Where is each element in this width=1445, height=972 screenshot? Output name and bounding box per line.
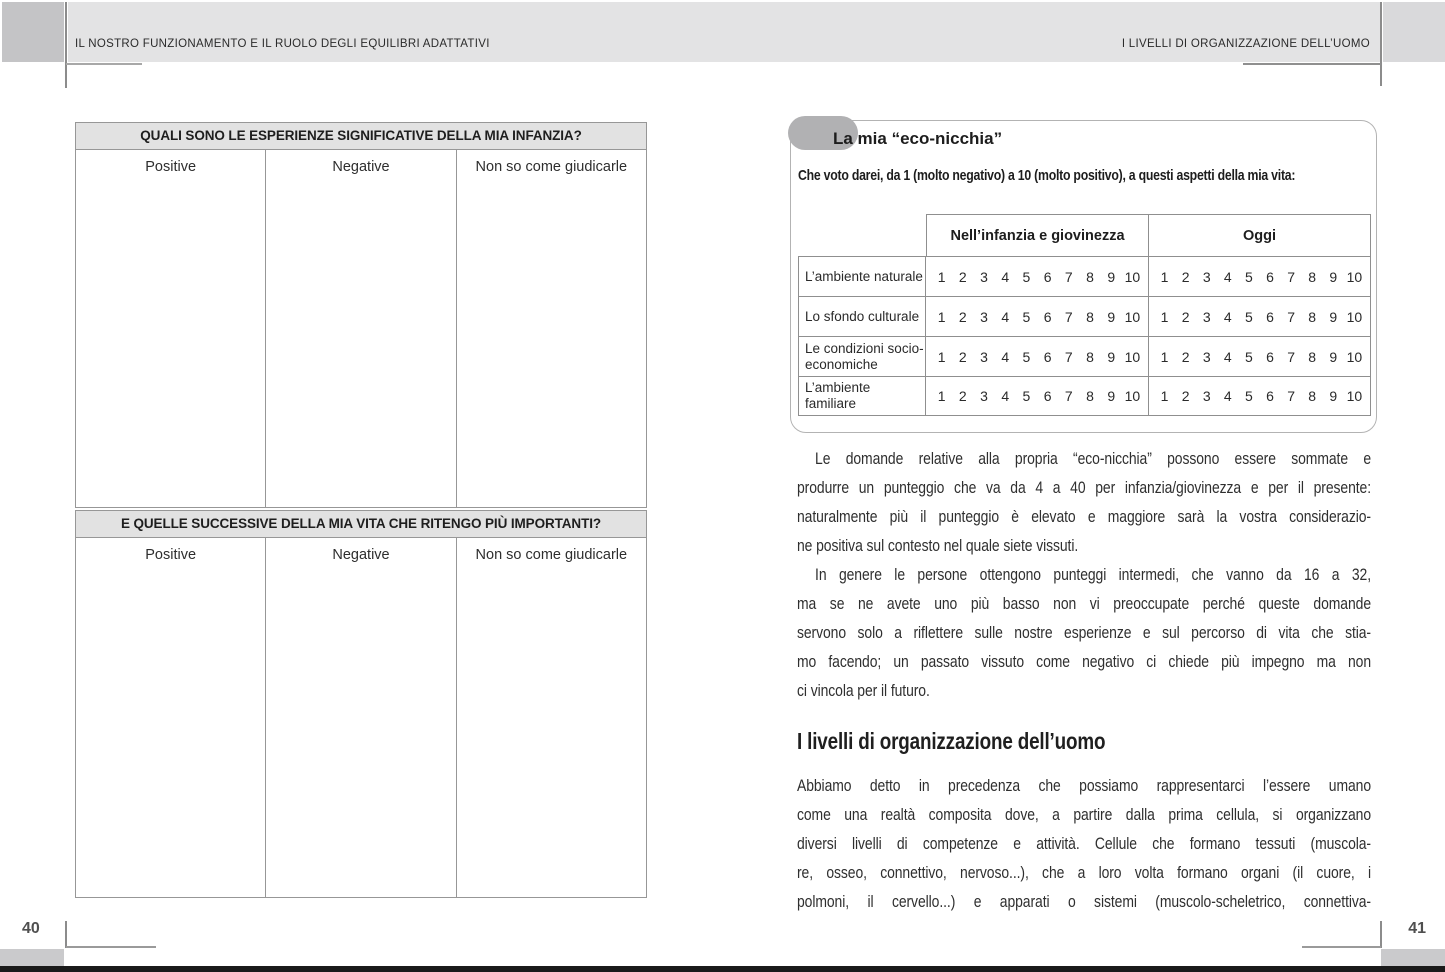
scale-number: 3 (1202, 268, 1211, 285)
scale-number: 4 (1223, 348, 1232, 365)
rating-header-blank-cell (798, 214, 926, 256)
scale-number: 6 (1266, 388, 1274, 404)
page-number-left: 40 (22, 920, 40, 937)
table-title: E QUELLE SUCCESSIVE DELLA MIA VITA CHE RITENGO PIÙ IMPORTANTI? (76, 511, 646, 538)
scale-number: 8 (1086, 348, 1094, 365)
scale-number: 6 (1043, 308, 1052, 325)
table-title: QUALI SONO LE ESPERIENZE SIGNIFICATIVE DELLA MIA INFANZIA? (76, 123, 646, 150)
scale-number: 4 (1223, 388, 1232, 404)
table-columns (76, 538, 646, 897)
rating-row-label: L’ambiente naturale (798, 256, 926, 296)
scale-number: 5 (1245, 348, 1253, 365)
scale-number: 8 (1308, 348, 1317, 365)
text-line: naturalmente più il punteggio è elevato e maggiore sarà la vostra considerazio- (797, 507, 1371, 526)
rating-row-label: Le condizioni socio-economiche (798, 336, 926, 376)
scale-number: 9 (1329, 388, 1338, 404)
scale-number: 9 (1107, 268, 1116, 285)
scale-number: 2 (1181, 348, 1190, 365)
scale-number: 2 (958, 348, 967, 365)
scale-number: 1 (937, 268, 946, 285)
rating-table-header (798, 214, 1371, 256)
rating-scale-today (1149, 256, 1371, 296)
scale-number: 10 (1346, 268, 1363, 285)
scale-number: 5 (1245, 268, 1253, 285)
scale-number: 8 (1308, 268, 1317, 285)
column-negative: Negative (266, 150, 456, 507)
scale-number: 1 (937, 348, 946, 365)
scale-number: 6 (1266, 308, 1274, 325)
scale-number: 5 (1022, 348, 1031, 365)
running-title-left: IL NOSTRO FUNZIONAMENTO E IL RUOLO DEGLI EQUILIBRI ADATTATIVI (75, 38, 490, 50)
text-line: produrre un punteggio che va da 4 a 40 per infanzia/giovinezza e per il presente: (797, 478, 1371, 497)
scale-number: 2 (1181, 388, 1190, 404)
bottom-left-horizontal-rule (66, 946, 156, 948)
experience-table-childhood (75, 122, 647, 508)
scale-number: 1 (1160, 268, 1169, 285)
scale-number: 2 (958, 308, 967, 325)
rating-table (798, 214, 1371, 416)
bottom-right-corner-square (1381, 949, 1445, 967)
page-number-right: 41 (1408, 920, 1426, 937)
rating-scale-today (1149, 296, 1371, 336)
scale-number: 4 (1001, 348, 1010, 365)
text-line: re, osseo, connettivo, nervoso...), che a loro volta formano organi (il cuore, i (797, 863, 1371, 882)
scale-number: 6 (1043, 388, 1052, 404)
scale-number: 2 (958, 268, 967, 285)
scale-number: 3 (980, 388, 988, 404)
scale-number: 4 (1001, 388, 1010, 404)
scale-number: 7 (1064, 308, 1073, 325)
top-left-vertical-rule (65, 2, 67, 88)
text-line: ne positiva sul contesto nel quale siete vissuti. (797, 536, 1079, 555)
paragraph-scoring (797, 444, 1371, 560)
rating-scale-today (1149, 376, 1371, 416)
rating-row-label: Lo sfondo culturale (798, 296, 926, 336)
rating-row-label: L’ambiente familiare (798, 376, 926, 416)
text-line: Le domande relative alla propria “eco-nicchia” possono essere sommate e (815, 449, 1371, 468)
column-positive: Positive (76, 538, 266, 897)
scale-number: 7 (1287, 388, 1295, 404)
rating-row (798, 336, 1371, 376)
scale-number: 7 (1287, 308, 1295, 325)
scale-number: 7 (1287, 348, 1295, 365)
scale-number: 2 (1181, 268, 1190, 285)
box-title: La mia “eco-nicchia” (833, 129, 1003, 148)
scale-number: 10 (1124, 388, 1141, 404)
scale-number: 9 (1107, 348, 1116, 365)
scale-number: 5 (1245, 308, 1253, 325)
top-right-corner-square (1383, 2, 1445, 62)
scale-number: 10 (1124, 268, 1141, 285)
scale-number: 3 (1202, 388, 1211, 404)
rating-scale-past (926, 256, 1149, 296)
text-line: Abbiamo detto in precedenza che possiamo rappresentarci l’essere umano (797, 776, 1371, 795)
running-title-right: I LIVELLI DI ORGANIZZAZIONE DELL’UOMO (1121, 38, 1370, 50)
scale-number: 8 (1308, 308, 1317, 325)
rating-row (798, 376, 1371, 416)
paragraph-interpretation (797, 560, 1371, 705)
table-columns (76, 150, 646, 507)
scale-number: 6 (1043, 268, 1052, 285)
page-body-text (797, 444, 1371, 916)
text-line: In genere le persone ottengono punteggi intermedi, che vanno da 16 a 32, (815, 565, 1371, 584)
scale-number: 5 (1022, 388, 1031, 404)
top-left-corner-square (2, 2, 64, 62)
rating-scale-past (926, 336, 1149, 376)
rating-row (798, 296, 1371, 336)
text-line: mo facendo; un passato vissuto come negativo ci chiede più impegno ma non (797, 652, 1371, 671)
rating-scale-past (926, 376, 1149, 416)
scale-number: 5 (1245, 388, 1253, 404)
scale-number: 2 (958, 388, 967, 404)
scale-number: 6 (1043, 348, 1052, 365)
scale-number: 7 (1064, 388, 1073, 404)
scale-number: 10 (1124, 348, 1141, 365)
bottom-right-horizontal-rule (1302, 946, 1381, 948)
bottom-right-vertical-rule (1380, 921, 1382, 948)
rating-scale-past (926, 296, 1149, 336)
scale-number: 3 (980, 348, 988, 365)
text-line: ci vincola per il futuro. (797, 681, 930, 700)
scale-number: 1 (1160, 388, 1169, 404)
scale-number: 10 (1346, 348, 1363, 365)
rating-scale-today (1149, 336, 1371, 376)
scale-number: 8 (1086, 388, 1094, 404)
scale-number: 4 (1001, 268, 1010, 285)
eco-nicchia-box (790, 120, 1377, 433)
scale-number: 9 (1329, 308, 1338, 325)
scale-number: 3 (1202, 348, 1211, 365)
top-left-horizontal-rule (66, 63, 142, 65)
scale-number: 4 (1223, 268, 1232, 285)
scale-number: 9 (1329, 348, 1338, 365)
scale-number: 3 (980, 268, 988, 285)
scale-number: 8 (1086, 268, 1094, 285)
scale-number: 1 (1160, 308, 1169, 325)
column-unsure: Non so come giudicarle (475, 547, 628, 563)
bottom-left-vertical-rule (65, 921, 67, 948)
rating-table-body (798, 256, 1371, 416)
scale-number: 7 (1064, 268, 1073, 285)
scale-number: 6 (1266, 348, 1274, 365)
column-unsure: Non so come giudicarle (475, 159, 628, 175)
section-heading: I livelli di organizzazione dell’uomo (797, 728, 1106, 754)
scale-number: 6 (1266, 268, 1274, 285)
scale-number: 3 (1202, 308, 1211, 325)
rating-row (798, 256, 1371, 296)
text-line: come una realtà composita dove, a partire dalla prima cellula, si organizzano (797, 805, 1371, 824)
rating-header-today: Oggi (1149, 214, 1371, 256)
text-line: polmoni, il cervello...) e apparati o sistemi (muscolo-scheletrico, connettiva- (797, 892, 1371, 911)
scale-number: 9 (1107, 308, 1116, 325)
scale-number: 1 (1160, 348, 1169, 365)
scale-number: 4 (1001, 308, 1010, 325)
box-intro-text: Che voto darei, da 1 (molto negativo) a 10 (molto positivo), a questi aspetti della mia vita: (798, 167, 1296, 184)
rating-header-past: Nell’infanzia e giovinezza (926, 214, 1149, 256)
scale-number: 10 (1346, 388, 1363, 404)
paragraph-organization-levels (797, 771, 1371, 916)
scale-number: 3 (980, 308, 988, 325)
column-negative: Negative (266, 538, 456, 897)
scale-number: 7 (1287, 268, 1295, 285)
scale-number: 7 (1064, 348, 1073, 365)
scale-number: 1 (937, 308, 946, 325)
experience-table-later-life (75, 510, 647, 898)
text-line: diversi livelli di competenze e attività. Cellule che formano tessuti (muscola- (797, 834, 1371, 853)
scale-number: 8 (1308, 388, 1317, 404)
scale-number: 5 (1022, 268, 1031, 285)
scale-number: 10 (1346, 308, 1363, 325)
text-line: servono solo a riflettere sulle nostre esperienze e sul percorso di vita che stia- (797, 623, 1371, 642)
scale-number: 8 (1086, 308, 1094, 325)
column-positive: Positive (76, 150, 266, 507)
top-right-vertical-rule (1380, 2, 1382, 86)
scale-number: 9 (1107, 388, 1116, 404)
scale-number: 4 (1223, 308, 1232, 325)
scale-number: 9 (1329, 268, 1338, 285)
top-right-horizontal-rule (1243, 63, 1381, 65)
scale-number: 10 (1124, 308, 1141, 325)
text-line: ma se ne avete uno più basso non vi preoccupate perché queste domande (797, 594, 1371, 613)
scale-number: 2 (1181, 308, 1190, 325)
bottom-scan-edge-bar (0, 966, 1445, 972)
bottom-left-corner-square (0, 949, 64, 967)
top-header-band (68, 2, 1381, 62)
scale-number: 5 (1022, 308, 1031, 325)
scale-number: 1 (937, 388, 946, 404)
